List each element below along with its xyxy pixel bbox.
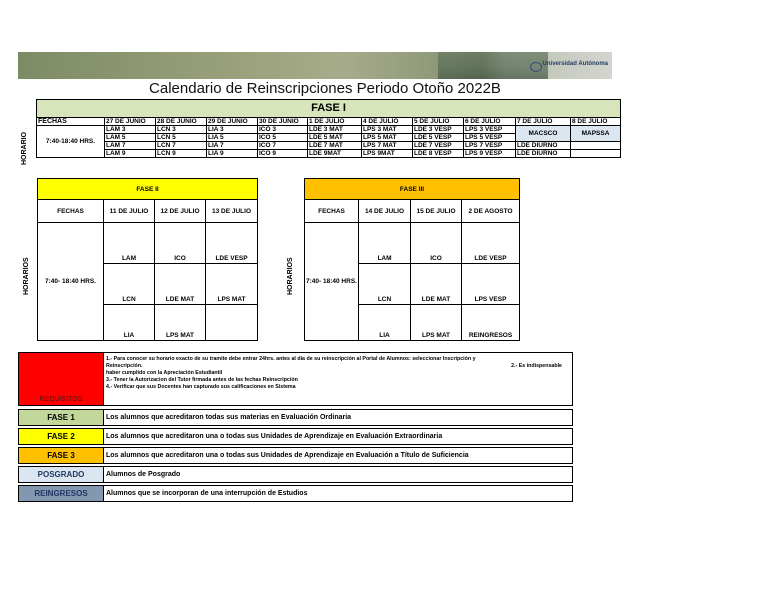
date-cell: 5 DE JULIO [413,118,464,126]
legend-description: Los alumnos que acreditaron una o todas sus Unidades de Aprendizaje en Evaluación Extraordinaria [106,433,443,440]
fase3-side-label: HORARIOS [287,257,294,295]
legend-fase2 [18,428,573,445]
schedule-cell: REINGRESOS [462,305,520,341]
schedule-cell: LDE 8 VESP [413,150,464,158]
schedule-cell: LDE VESP [206,223,258,264]
legend-posgrado [18,466,573,483]
legend-description: Los alumnos que acreditaron todas sus materias en Evaluación Ordinaria [106,414,352,421]
fase3-header: FASE III [305,179,520,200]
legend-description: Alumnos que se incorporan de una interrupción de Estudios [106,490,308,497]
date-cell: 1 DE JULIO [308,118,362,126]
page-title: Calendario de Reinscripciones Periodo Otoño 2022B [149,80,501,97]
schedule-cell: ICO 5 [258,134,308,142]
schedule-cell: LDE DIURNO [516,150,571,158]
schedule-cell: LIA [104,305,155,341]
schedule-cell: LIA 7 [207,142,258,150]
schedule-cell: LCN 7 [156,142,207,150]
legend-label: FASE 2 [19,429,104,444]
macsco-cell: MACSCO [516,126,571,142]
legend-fase3 [18,447,573,464]
time-cell: 7:40- 18:40 HRS. [38,223,104,341]
schedule-cell: LPS 3 VESP [464,126,516,134]
university-logo: Universidad Autónoma [542,61,608,67]
requirement-line: haber cumplido con la Apreciación Estudiantil [106,370,223,376]
schedule-cell [571,142,621,150]
schedule-cell: ICO 9 [258,150,308,158]
requirement-line: 4.- Verificar que sus Docentes han capturado sus calificaciones en Sistema [106,384,296,390]
requirements-text [106,356,568,391]
date-cell: 4 DE JULIO [362,118,413,126]
fase2-table [37,178,258,341]
time-cell: 7:40- 18:40 HRS. [305,223,359,341]
schedule-cell: LPS 9MAT [362,150,413,158]
schedule-cell: LPS VESP [462,264,520,305]
schedule-cell: LDE MAT [155,264,206,305]
fase2-side-label: HORARIOS [23,257,30,295]
date-cell: 7 DE JULIO [516,118,571,126]
schedule-cell: LDE 5 VESP [413,134,464,142]
legend-label: POSGRADO [19,467,104,482]
schedule-cell: LPS MAT [411,305,462,341]
schedule-cell: LDE 3 VESP [413,126,464,134]
schedule-cell: LAM [104,223,155,264]
legend-description: Alumnos de Posgrado [106,471,181,478]
schedule-cell: LCN 9 [156,150,207,158]
schedule-cell: LIA [359,305,411,341]
date-cell: 29 DE JUNIO [207,118,258,126]
date-cell: 8 DE JULIO [571,118,621,126]
table-row [37,142,621,150]
table-row [37,150,621,158]
legend-label: FASE 1 [19,410,104,425]
schedule-cell: LIA 9 [207,150,258,158]
schedule-cell: LPS 3 MAT [362,126,413,134]
schedule-cell: LAM [359,223,411,264]
schedule-cell: LDE 3 MAT [308,126,362,134]
mapssa-cell: MAPSSA [571,126,621,142]
fase1-header: FASE I [37,100,621,118]
requirement-line: 1.- Para conocer su horario exacto de su tramite debe entrar 24hrs. antes al dia de su reinscripción al Portal de Alumnos: seleccionar Inscripción y [106,356,476,362]
schedule-cell: LPS 7 VESP [464,142,516,150]
legend-label: FASE 3 [19,448,104,463]
schedule-cell: LDE DIURNO [516,142,571,150]
fase1-side-label: HORARIO [21,131,28,165]
legend-label: REINGRESOS [19,486,104,501]
schedule-cell: LPS 7 MAT [362,142,413,150]
legend-fase1 [18,409,573,426]
schedule-cell: LPS 9 VESP [464,150,516,158]
time-cell: 7:40-18:40 HRS. [37,126,105,158]
schedule-cell: LCN 5 [156,134,207,142]
schedule-cell: LDE MAT [411,264,462,305]
header-banner [18,52,612,79]
schedule-cell: LPS 5 VESP [464,134,516,142]
schedule-cell: ICO 3 [258,126,308,134]
date-cell: 13 DE JULIO [206,200,258,223]
schedule-cell: LCN [104,264,155,305]
schedule-cell: LIA 5 [207,134,258,142]
schedule-cell: LDE 5 MAT [308,134,362,142]
date-cell: 12 DE JULIO [155,200,206,223]
requirement-line: 3.- Tener la Autorizacion del Tutor firmada antes de las fechas Reinscripción [106,377,298,383]
fase3-table [304,178,520,341]
schedule-cell: LDE 7 VESP [413,142,464,150]
schedule-cell: LCN [359,264,411,305]
schedule-cell: LIA 3 [207,126,258,134]
schedule-cell: LAM 3 [105,126,156,134]
fase1-dates-row [37,118,621,126]
date-cell: 15 DE JULIO [411,200,462,223]
schedule-cell: LAM 9 [105,150,156,158]
legend-reingresos [18,485,573,502]
schedule-cell: LPS MAT [206,264,258,305]
schedule-cell: LDE 7 MAT [308,142,362,150]
schedule-cell: LAM 7 [105,142,156,150]
table-row [37,126,621,134]
schedule-cell: ICO 7 [258,142,308,150]
fechas-label: FECHAS [38,200,104,223]
schedule-cell: LCN 3 [156,126,207,134]
schedule-cell: LDE 9MAT [308,150,362,158]
schedule-cell: LDE VESP [462,223,520,264]
date-cell: 2 DE AGOSTO [462,200,520,223]
schedule-cell: LAM 5 [105,134,156,142]
schedule-cell [206,305,258,341]
date-cell: 11 DE JULIO [104,200,155,223]
requirement-line: Reinscripción. [106,363,143,369]
university-seal-icon [530,62,542,72]
schedule-cell: ICO [411,223,462,264]
schedule-cell: ICO [155,223,206,264]
fechas-label: FECHAS [37,118,105,126]
legend-description: Los alumnos que acreditaron una o todas sus Unidades de Aprendizaje en Evaluación a Título de Suficiencia [106,452,469,459]
fechas-label: FECHAS [305,200,359,223]
schedule-cell: LPS 5 MAT [362,134,413,142]
date-cell: 6 DE JULIO [464,118,516,126]
date-cell: 30 DE JUNIO [258,118,308,126]
fase2-header: FASE II [38,179,258,200]
date-cell: 27 DE JUNIO [105,118,156,126]
requirements-label: REQUISITOS [39,396,83,403]
fase1-table [36,99,621,158]
requirement-line: 2.- Es indispensable [511,363,562,369]
date-cell: 28 DE JUNIO [156,118,207,126]
schedule-cell: LPS MAT [155,305,206,341]
schedule-cell [571,150,621,158]
date-cell: 14 DE JULIO [359,200,411,223]
requirements-box [18,352,573,406]
